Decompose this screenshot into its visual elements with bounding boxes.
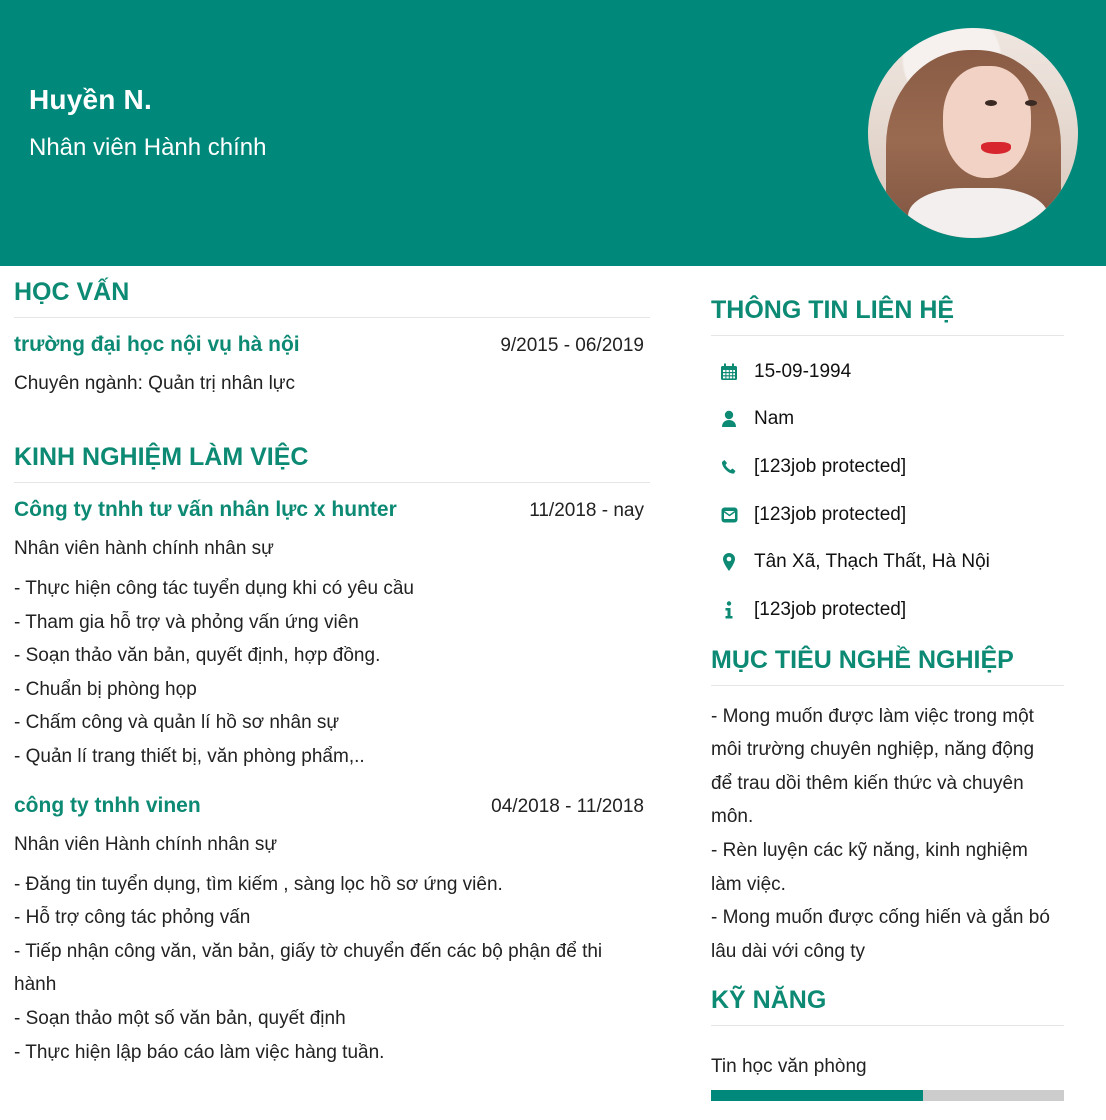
contact-address — [711, 538, 1064, 586]
objective-line: - Mong muốn được cống hiến và gắn bó — [711, 907, 1050, 929]
right-column — [711, 266, 1064, 1101]
experience-position: Nhân viên hành chính nhân sự — [14, 538, 274, 559]
contact-list — [711, 348, 1064, 634]
objective-line: lâu dài với công ty — [711, 940, 865, 962]
skill-progress-fill — [711, 1090, 923, 1101]
cv-header — [0, 0, 1106, 266]
education-date: 9/2015 - 06/2019 — [500, 335, 644, 356]
info-icon — [719, 600, 739, 620]
experience-item-header — [14, 794, 650, 818]
contact-gender-text: Nam — [754, 408, 795, 430]
bullet: - Chuẩn bị phòng họp — [14, 678, 197, 700]
experience-position: Nhân viên Hành chính nhân sự — [14, 833, 278, 855]
skill-progress-bar — [711, 1090, 1064, 1101]
bullet: - Tiếp nhận công văn, văn bản, giấy tờ chuyển đến các bộ phận để thi — [14, 940, 603, 962]
left-column — [14, 266, 650, 1069]
contact-email-text: [123job protected] — [754, 503, 907, 525]
calendar-icon — [719, 362, 739, 382]
objective-line: - Rèn luyện các kỹ năng, kinh nghiệm — [711, 839, 1028, 861]
contact-birthday-text: 15-09-1994 — [754, 360, 852, 382]
candidate-name: Huyền N. — [29, 84, 152, 115]
contact-gender — [711, 396, 1064, 444]
avatar-lips — [981, 142, 1011, 154]
contact-section — [711, 266, 1064, 634]
contact-other-text: [123job protected] — [754, 598, 907, 620]
avatar-eye-left — [985, 100, 997, 106]
skill-name: Tin học văn phòng — [711, 1056, 867, 1078]
bullet: - Thực hiện công tác tuyển dụng khi có yêu cầu — [14, 578, 415, 599]
phone-icon — [719, 457, 739, 477]
objective-line: môi trường chuyên nghiệp, năng động — [711, 739, 1035, 761]
objective-line: - Mong muốn được làm việc trong một — [711, 705, 1034, 727]
experience-bullets — [14, 572, 650, 774]
contact-phone — [711, 443, 1064, 491]
contact-title: THÔNG TIN LIÊN HỆ — [711, 296, 1064, 336]
objective-line: môn. — [711, 806, 754, 828]
skill-item — [711, 1056, 1064, 1101]
education-section — [14, 266, 650, 395]
company-name: công ty tnhh vinen — [14, 793, 201, 817]
objective-line: để trau dồi thêm kiến thức và chuyên — [711, 772, 1024, 794]
experience-date: 11/2018 - nay — [529, 500, 644, 521]
experience-date: 04/2018 - 11/2018 — [491, 795, 644, 817]
bullet: - Chấm công và quản lí hồ sơ nhân sự — [14, 712, 340, 734]
school-name: trường đại học nội vụ hà nội — [14, 333, 300, 356]
contact-address-text: Tân Xã, Thạch Thất, Hà Nội — [754, 551, 990, 573]
avatar-shirt — [908, 188, 1048, 238]
bullet: - Thực hiện lập báo cáo làm việc hàng tuần. — [14, 1041, 385, 1063]
user-icon — [719, 409, 739, 429]
objective-section — [711, 646, 1064, 969]
bullet: - Quản lí trang thiết bị, văn phòng phẩm,.. — [14, 745, 365, 767]
objective-title: MỤC TIÊU NGHỀ NGHIỆP — [711, 646, 1064, 686]
candidate-title: Nhân viên Hành chính — [29, 134, 267, 161]
map-marker-icon — [719, 552, 739, 572]
contact-other — [711, 586, 1064, 634]
skills-section — [711, 986, 1064, 1101]
education-title: HỌC VẤN — [14, 278, 650, 318]
company-name: Công ty tnhh tư vấn nhân lực x hunter — [14, 498, 397, 521]
experience-bullets — [14, 868, 650, 1070]
education-item-header — [14, 333, 650, 357]
education-major: Chuyên ngành: Quản trị nhân lực — [14, 373, 296, 394]
experience-item — [14, 498, 650, 774]
envelope-icon — [719, 505, 739, 525]
bullet: - Tham gia hỗ trợ và phỏng vấn ứng viên — [14, 611, 359, 633]
experience-item — [14, 794, 650, 1070]
contact-email — [711, 491, 1064, 539]
contact-phone-text: [123job protected] — [754, 455, 907, 477]
skills-title: KỸ NĂNG — [711, 986, 1064, 1026]
avatar-eye-right — [1025, 100, 1037, 106]
avatar-face — [943, 66, 1031, 178]
objective-line: làm việc. — [711, 873, 786, 895]
experience-section — [14, 443, 650, 1069]
avatar — [868, 28, 1078, 238]
experience-item-header — [14, 498, 650, 522]
contact-birthday — [711, 348, 1064, 396]
objective-text — [711, 700, 1064, 969]
bullet: - Hỗ trợ công tác phỏng vấn — [14, 907, 251, 929]
bullet: - Soạn thảo văn bản, quyết định, hợp đồng. — [14, 645, 381, 667]
bullet: hành — [14, 974, 57, 996]
experience-title: KINH NGHIỆM LÀM VIỆC — [14, 443, 650, 483]
bullet: - Soạn thảo một số văn bản, quyết định — [14, 1007, 346, 1029]
education-item — [14, 333, 650, 395]
bullet: - Đăng tin tuyển dụng, tìm kiếm , sàng lọc hồ sơ ứng viên. — [14, 873, 503, 895]
